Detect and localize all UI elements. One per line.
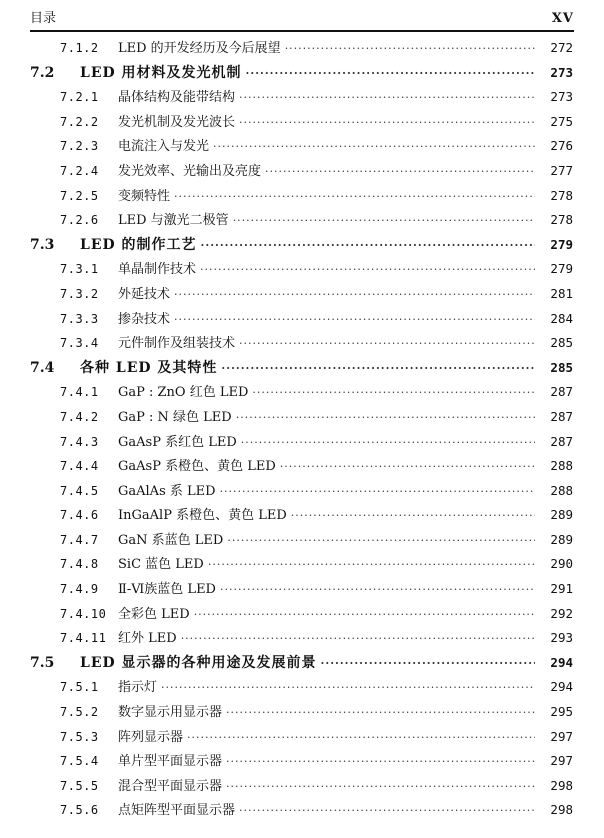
toc-subsection-entry bbox=[0, 798, 604, 823]
running-header bbox=[30, 8, 574, 32]
toc-entry-page: 297 bbox=[550, 753, 573, 769]
toc-subsection-entry bbox=[0, 85, 604, 110]
toc-entry-page: 287 bbox=[550, 408, 573, 424]
toc-entry-number: 7.4 bbox=[30, 359, 55, 376]
dot-leader bbox=[174, 283, 535, 308]
toc-entry-page: 287 bbox=[550, 384, 573, 400]
toc-entry-title: 单晶制作技术 bbox=[118, 262, 197, 278]
toc-entry-title: 阵列显示器 bbox=[118, 729, 184, 745]
toc-entry-page: 288 bbox=[550, 482, 573, 498]
toc-subsection-entry bbox=[0, 454, 604, 479]
toc-entry-page: 279 bbox=[550, 261, 573, 277]
toc-entry-page: 287 bbox=[550, 433, 573, 449]
toc-entry-page: 275 bbox=[550, 113, 573, 129]
dot-leader bbox=[220, 480, 535, 505]
toc-subsection-entry bbox=[0, 36, 604, 61]
toc-entry-page: 292 bbox=[550, 605, 573, 621]
dot-leader bbox=[181, 627, 535, 652]
toc-entry-page: 276 bbox=[550, 138, 573, 154]
toc-section-entry bbox=[0, 356, 604, 381]
toc-entry-number: 7.2.6 bbox=[60, 213, 99, 228]
toc-entry-title: 各种 LED 及其特性 bbox=[80, 359, 218, 376]
dot-leader bbox=[265, 160, 535, 185]
toc-entry-number: 7.5.4 bbox=[60, 754, 99, 769]
toc-entry-number: 7.4.3 bbox=[60, 434, 99, 449]
dot-leader bbox=[321, 652, 535, 677]
toc-entry-title: Ⅱ-Ⅵ族蓝色 LED bbox=[118, 582, 216, 598]
toc-subsection-entry bbox=[0, 331, 604, 356]
dot-leader bbox=[187, 726, 535, 751]
toc-entry-number: 7.2.4 bbox=[60, 163, 99, 178]
dot-leader bbox=[226, 775, 535, 800]
toc-entry-page: 289 bbox=[550, 531, 573, 547]
toc-subsection-entry bbox=[0, 774, 604, 799]
toc-entry-page: 289 bbox=[550, 507, 573, 523]
toc-entry-page: 281 bbox=[550, 285, 573, 301]
toc-subsection-entry bbox=[0, 503, 604, 528]
toc-subsection-entry bbox=[0, 307, 604, 332]
toc-entry-title: 数字显示用显示器 bbox=[118, 705, 223, 721]
toc-entry-title: GaAsP 系橙色、黄色 LED bbox=[118, 459, 276, 475]
toc-entry-title: 混合型平面显示器 bbox=[118, 778, 223, 794]
toc-entry-page: 285 bbox=[550, 359, 573, 375]
toc-entry-title: LED 与激光二极管 bbox=[118, 213, 229, 229]
toc-entry-number: 7.4.6 bbox=[60, 508, 99, 523]
toc-entry-title: 变频特性 bbox=[118, 188, 171, 204]
toc-subsection-entry bbox=[0, 479, 604, 504]
toc-entry-number: 7.3.3 bbox=[60, 311, 99, 326]
toc-entry-number: 7.3 bbox=[30, 236, 55, 253]
toc-entry-page: 288 bbox=[550, 458, 573, 474]
toc-entry-title: InGaAlP 系橙色、黄色 LED bbox=[118, 508, 287, 524]
toc-subsection-entry bbox=[0, 110, 604, 135]
dot-leader bbox=[241, 431, 535, 456]
toc-subsection-entry bbox=[0, 134, 604, 159]
toc-entry-title: SiC 蓝色 LED bbox=[118, 557, 204, 573]
toc-subsection-entry bbox=[0, 159, 604, 184]
dot-leader bbox=[291, 504, 535, 529]
toc-entry-title: 全彩色 LED bbox=[118, 606, 190, 622]
header-page-number: XV bbox=[551, 11, 574, 26]
header-title: 目录 bbox=[30, 11, 57, 26]
toc-section-entry bbox=[0, 61, 604, 86]
toc-entry-number: 7.3.1 bbox=[60, 262, 99, 277]
toc-subsection-entry bbox=[0, 577, 604, 602]
dot-leader bbox=[285, 37, 535, 62]
toc-entry-number: 7.5.5 bbox=[60, 778, 99, 793]
toc-entry-number: 7.4.11 bbox=[60, 631, 107, 646]
toc-entry-number: 7.1.2 bbox=[60, 41, 99, 55]
toc-entry-number: 7.4.1 bbox=[60, 385, 99, 400]
toc-entry-title: 指示灯 bbox=[118, 680, 158, 696]
toc-subsection-entry bbox=[0, 626, 604, 651]
dot-leader bbox=[200, 258, 535, 283]
toc-entry-number: 7.5.3 bbox=[60, 729, 99, 744]
toc-entry-title: 掺杂技术 bbox=[118, 311, 171, 327]
toc-entry-title: 晶体结构及能带结构 bbox=[118, 90, 236, 106]
toc-entry-page: 297 bbox=[550, 728, 573, 744]
toc-entry-page: 278 bbox=[550, 187, 573, 203]
dot-leader bbox=[226, 701, 535, 726]
toc-entry-number: 7.3.4 bbox=[60, 336, 99, 351]
dot-leader bbox=[174, 308, 535, 333]
dot-leader bbox=[239, 111, 535, 136]
toc-subsection-entry bbox=[0, 725, 604, 750]
toc-subsection-entry bbox=[0, 552, 604, 577]
toc-entry-number: 7.2.5 bbox=[60, 188, 99, 203]
dot-leader bbox=[233, 209, 535, 234]
toc-entry-page: 278 bbox=[550, 212, 573, 228]
toc-entry-number: 7.3.2 bbox=[60, 286, 99, 301]
toc-entry-page: 273 bbox=[550, 64, 573, 80]
toc-section-entry bbox=[0, 233, 604, 258]
toc-entry-title: LED 的制作工艺 bbox=[80, 236, 197, 253]
toc-entry-number: 7.5.1 bbox=[60, 680, 99, 695]
dot-leader bbox=[220, 578, 535, 603]
toc-entry-title: 单片型平面显示器 bbox=[118, 754, 223, 770]
dot-leader bbox=[239, 86, 535, 111]
toc-subsection-entry bbox=[0, 405, 604, 430]
dot-leader bbox=[280, 455, 535, 480]
toc-entry-page: 298 bbox=[550, 777, 573, 793]
toc-entry-page: 293 bbox=[550, 630, 573, 646]
toc-entry-number: 7.2.2 bbox=[60, 114, 99, 129]
toc-subsection-entry bbox=[0, 749, 604, 774]
toc-entry-number: 7.4.5 bbox=[60, 483, 99, 498]
toc-entry-title: 元件制作及组装技术 bbox=[118, 336, 236, 352]
toc-subsection-entry bbox=[0, 257, 604, 282]
toc-entry-number: 7.4.10 bbox=[60, 606, 107, 621]
toc-entry-number: 7.4.2 bbox=[60, 409, 99, 424]
toc-entry-title: LED 显示器的各种用途及发展前景 bbox=[80, 654, 317, 671]
toc-subsection-entry bbox=[0, 602, 604, 627]
toc-subsection-entry bbox=[0, 430, 604, 455]
toc-entry-page: 277 bbox=[550, 162, 573, 178]
toc-subsection-entry bbox=[0, 208, 604, 233]
toc-entry-number: 7.2.1 bbox=[60, 90, 99, 105]
toc-entry-number: 7.2.3 bbox=[60, 139, 99, 154]
toc-entry-title: 外延技术 bbox=[118, 286, 171, 302]
toc-entry-page: 272 bbox=[550, 40, 573, 55]
toc-entry-number: 7.4.8 bbox=[60, 557, 99, 572]
toc-entry-title: GaN 系蓝色 LED bbox=[118, 532, 224, 548]
toc-entry-title: GaAsP 系红色 LED bbox=[118, 434, 237, 450]
dot-leader bbox=[208, 553, 535, 578]
toc-entry-title: 电流注入与发光 bbox=[118, 139, 210, 155]
toc-entry-page: 273 bbox=[550, 89, 573, 105]
toc-entry-number: 7.4.4 bbox=[60, 459, 99, 474]
toc-entry-page: 285 bbox=[550, 335, 573, 351]
dot-leader bbox=[201, 234, 535, 259]
toc-entry-title: GaAlAs 系 LED bbox=[118, 483, 216, 499]
dot-leader bbox=[194, 603, 535, 628]
toc-subsection-entry bbox=[0, 675, 604, 700]
toc-entry-title: LED 用材料及发光机制 bbox=[80, 64, 242, 81]
toc-subsection-entry bbox=[0, 184, 604, 209]
toc-entry-page: 290 bbox=[550, 556, 573, 572]
toc-entry-number: 7.5.6 bbox=[60, 803, 99, 818]
toc-entry-page: 295 bbox=[550, 704, 573, 720]
dot-leader bbox=[252, 381, 535, 406]
toc-entry-page: 291 bbox=[550, 581, 573, 597]
toc-entry-title: LED 的开发经历及今后展望 bbox=[118, 41, 281, 56]
dot-leader bbox=[227, 529, 535, 554]
dot-leader bbox=[239, 332, 535, 357]
dot-leader bbox=[213, 135, 535, 160]
toc-entry-number: 7.5.2 bbox=[60, 705, 99, 720]
toc-entry-title: GaP : N 绿色 LED bbox=[118, 409, 232, 425]
dot-leader bbox=[246, 62, 535, 87]
dot-leader bbox=[161, 676, 535, 701]
toc-section-entry bbox=[0, 651, 604, 676]
toc-entry-number: 7.5 bbox=[30, 654, 55, 671]
toc-subsection-entry bbox=[0, 700, 604, 725]
toc-entry-page: 298 bbox=[550, 802, 573, 818]
dot-leader bbox=[174, 185, 535, 210]
toc-entry-number: 7.4.9 bbox=[60, 582, 99, 597]
toc-entry-title: 发光机制及发光波长 bbox=[118, 114, 236, 130]
toc-entry-title: 发光效率、光输出及亮度 bbox=[118, 163, 262, 179]
toc-entry-title: 红外 LED bbox=[118, 631, 177, 647]
toc-entry-number: 7.2 bbox=[30, 64, 55, 81]
dot-leader bbox=[236, 406, 535, 431]
toc-entry-title: 点矩阵型平面显示器 bbox=[118, 803, 236, 819]
dot-leader bbox=[221, 357, 535, 382]
toc-entry-page: 284 bbox=[550, 310, 573, 326]
toc-entry-page: 279 bbox=[550, 236, 573, 252]
toc-subsection-entry bbox=[0, 528, 604, 553]
toc-entry-page: 294 bbox=[550, 679, 573, 695]
dot-leader bbox=[226, 750, 535, 775]
toc-subsection-entry bbox=[0, 380, 604, 405]
toc-entry-title: GaP : ZnO 红色 LED bbox=[118, 385, 249, 401]
toc-subsection-entry bbox=[0, 282, 604, 307]
dot-leader bbox=[239, 799, 535, 824]
toc-entry-page: 294 bbox=[550, 654, 573, 670]
table-of-contents bbox=[0, 36, 604, 823]
toc-entry-number: 7.4.7 bbox=[60, 532, 99, 547]
